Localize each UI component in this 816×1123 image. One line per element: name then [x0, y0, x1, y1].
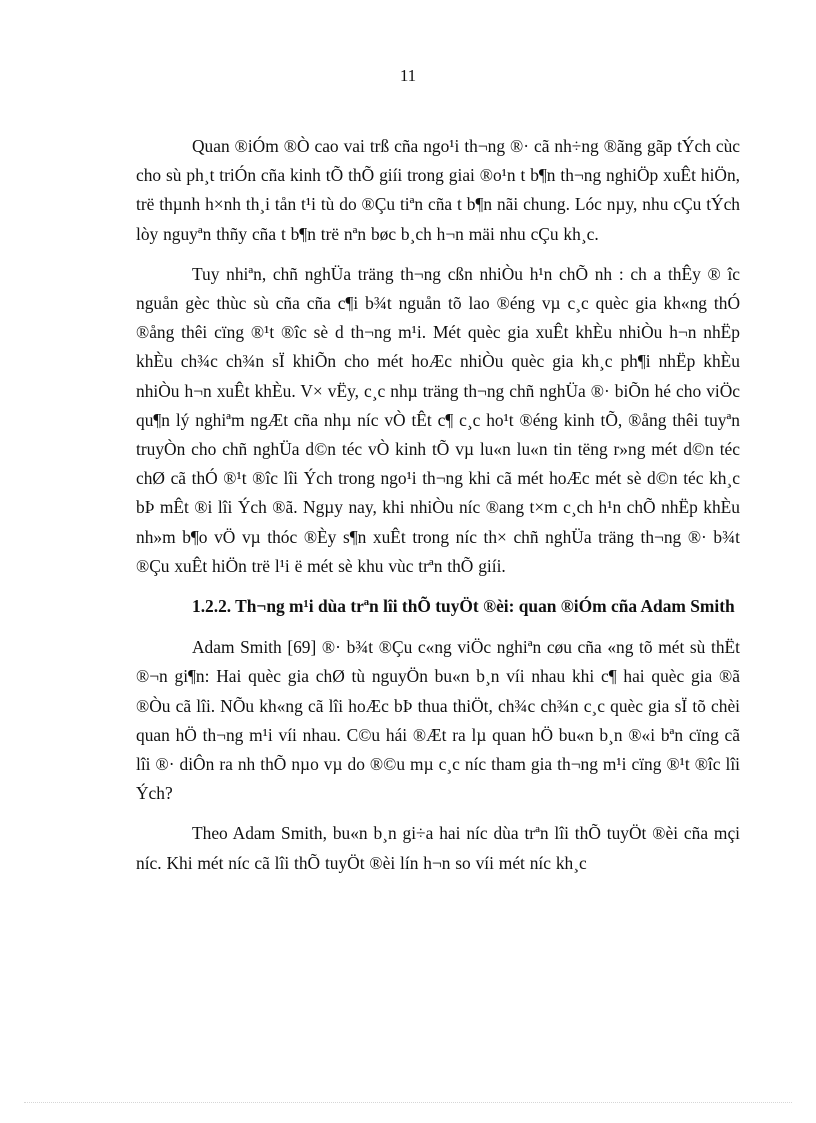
paragraph-absolute-advantage: Theo Adam Smith, bu«n b¸n gi÷a hai níc dùa trªn lîi thÕ tuyÖt ®èi cña mçi níc. Khi mét níc cã lîi thÕ tuyÖt ®èi lín h¬n so víi mét níc kh¸c: [136, 823, 740, 873]
page-bottom-rule: [24, 1102, 792, 1103]
document-body: [136, 132, 740, 889]
paragraph-adam-smith-research: Adam Smith [69] ®· b¾t ®Çu c«ng viÖc nghiªn cøu cña «ng tõ mét sù thËt ®¬n gi¶n: Hai quèc gia chØ tù nguyÖn bu«n b¸n víi nhau khi c¶ hai quèc gia ®ã ®Òu cã lîi. NÕu kh«ng cã lîi hoÆc bÞ thua thiÖt, ch¾c ch¾n c¸c quèc gia sÏ tõ chèi quan hÖ th¬ng m¹i víi nhau. C©u hái ®Æt ra lµ quan hÖ bu«n b¸n ®«i bªn cïng cã lîi ®· diÔn ra nh thÕ nµo vµ do ®©u mµ c¸c níc tham gia th¬ng m¹i cïng ®¹t ®îc lîi Ých?: [136, 637, 740, 804]
section-heading-1-2-2: 1.2.2. Th¬ng m¹i dùa trªn lîi thÕ tuyÖt ®èi: quan ®iÓm cña Adam Smith: [192, 596, 735, 617]
paragraph-mercantilism-limitations: Tuy nhiªn, chñ nghÜa träng th¬ng cßn nhiÒu h¹n chÕ nh : ch a thÊy ® îc nguån gèc thùc sù cña cña c¶i b¾t nguån tõ lao ®éng vµ c¸c quèc gia kh«ng thÓ ®ång thêi cïng ®¹t ®îc sè d th¬ng m¹i. Mét quèc gia xuÊt khÈu nhiÒu h¬n nhËp khÈu ch¾c ch¾n sÏ khiÕn cho mét hoÆc nhiÒu quèc gia kh¸c ph¶i nhËp khÈu nhiÒu h¬n xuÊt khÈu. V× vËy, c¸c nhµ träng th¬ng chñ nghÜa ®· biÕn hé cho viÖc qu¶n lý nghiªm ngÆt cña nhµ níc vÒ tÊt c¶ c¸c ho¹t ®éng kinh tÕ, ®ång thêi tuyªn truyÒn cho chñ nghÜa d©n téc vÒ kinh tÕ vµ lu«n lu«n tin tëng r»ng mét d©n téc chØ cã thÓ ®¹t ®îc lîi Ých trong ngo¹i th¬ng khi cã mét hoÆc mét sè d©n téc kh¸c bÞ mÊt ®i lîi Ých ®ã. Ngµy nay, khi nhiÒu níc ®ang t×m c¸ch h¹n chÕ nhËp khÈu nh»m b¶o vÖ vµ thóc ®Èy s¶n xuÊt trong níc th× chñ nghÜa träng th¬ng ®· b¾t ®Çu xuÊt hiÖn trë l¹i ë mét sè khu vùc trªn thÕ giíi.: [136, 263, 740, 576]
page-number: 11: [399, 66, 417, 85]
paragraph-mercantilism-contribution: Quan ®iÓm ®Ò cao vai trß cña ngo¹i th¬ng ®· cã nh÷ng ®ãng gãp tÝch cùc cho sù ph¸t triÓn cña kinh tÕ thÕ giíi trong giai ®o¹n t b¶n th¬ng nghiÖp xuÊt hiÖn, trë thµnh h×nh th¸i tån t¹i tù do ®Çu tiªn cña t b¶n nãi chung. Lóc nµy, nhu cÇu tÝch lòy nguyªn thñy cña t b¶n trë nªn bøc b¸ch h¬n mäi nhu cÇu kh¸c.: [136, 136, 740, 244]
